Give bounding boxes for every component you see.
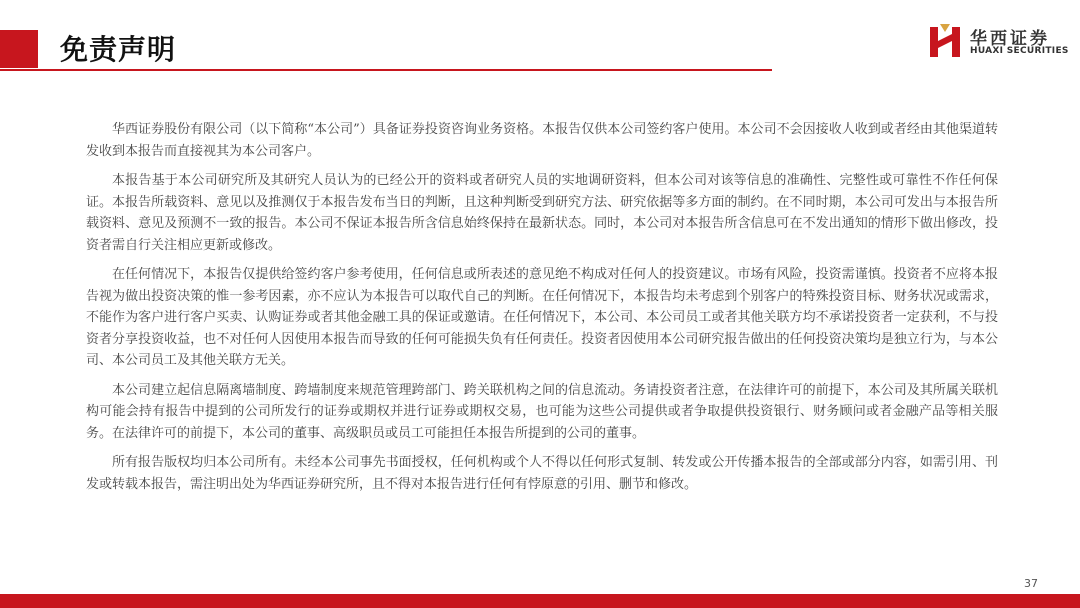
disclaimer-paragraph: 华西证券股份有限公司（以下简称“本公司”）具备证券投资咨询业务资格。本报告仅供本公司签约客户使用。本公司不会因接收人收到或者经由其他渠道转发收到本报告而直接视其为本公司客户。	[86, 122, 998, 159]
disclaimer-body	[86, 119, 998, 503]
huaxi-logo-icon	[930, 24, 962, 57]
page-number: 37	[1024, 577, 1038, 590]
page-title: 免责声明	[60, 33, 177, 66]
disclaimer-paragraph: 所有报告版权均归本公司所有。未经本公司事先书面授权，任何机构或个人不得以任何形式复制、转发或公开传播本报告的全部或部分内容，如需引用、刊发或转载本报告，需注明出处为华西证券研究所，且不得对本报告进行任何有悖原意的引用、删节和修改。	[86, 455, 998, 492]
disclaimer-paragraph: 本公司建立起信息隔离墙制度、跨墙制度来规范管理跨部门、跨关联机构之间的信息流动。务请投资者注意，在法律许可的前提下，本公司及其所属关联机构可能会持有报告中提到的公司所发行的证券或期权并进行证券或期权交易，也可能为这些公司提供或者争取提供投资银行、财务顾问或者金融产品等相关服务。在法律许可的前提下，本公司的董事、高级职员或员工可能担任本报告所提到的公司的董事。	[86, 382, 998, 441]
title-underline	[0, 69, 772, 71]
disclaimer-paragraph: 在任何情况下，本报告仅提供给签约客户参考使用，任何信息或所表述的意见绝不构成对任何人的投资建议。市场有风险，投资需谨慎。投资者不应将本报告视为做出投资决策的惟一参考因素，亦不应认为本报告可以取代自己的判断。在任何情况下，本报告均未考虑到个别客户的特殊投资目标、财务状况或需求，不能作为客户进行客户买卖、认购证券或者其他金融工具的保证或邀请。在任何情况下，本公司、本公司员工或者其他关联方均不承诺投资者一定获利，不与投资者分享投资收益，也不对任何人因使用本报告而导致的任何可能损失负有任何责任。投资者因使用本公司研究报告做出的任何投资决策均是独立行为，与本公司、本公司员工及其他关联方无关。	[86, 267, 998, 368]
company-logo	[930, 24, 1070, 60]
logo-english-name: HUAXI SECURITIES	[970, 46, 1069, 56]
disclaimer-paragraph: 本报告基于本公司研究所及其研究人员认为的已经公开的资料或者研究人员的实地调研资料，但本公司对该等信息的准确性、完整性或可靠性不作任何保证。本报告所载资料、意见以及推测仅于本报告发布当日的判断，且这种判断受到研究方法、研究依据等多方面的制约。在不同时期，本公司可发出与本报告所载资料、意见及预测不一致的报告。本公司不保证本报告所含信息始终保持在最新状态。同时，本公司对本报告所含信息可在不发出通知的情形下做出修改，投资者需自行关注相应更新或修改。	[86, 173, 998, 253]
logo-chinese-name: 华西证券	[970, 29, 1050, 49]
title-accent-bar	[0, 30, 38, 68]
footer-bar	[0, 594, 1080, 608]
